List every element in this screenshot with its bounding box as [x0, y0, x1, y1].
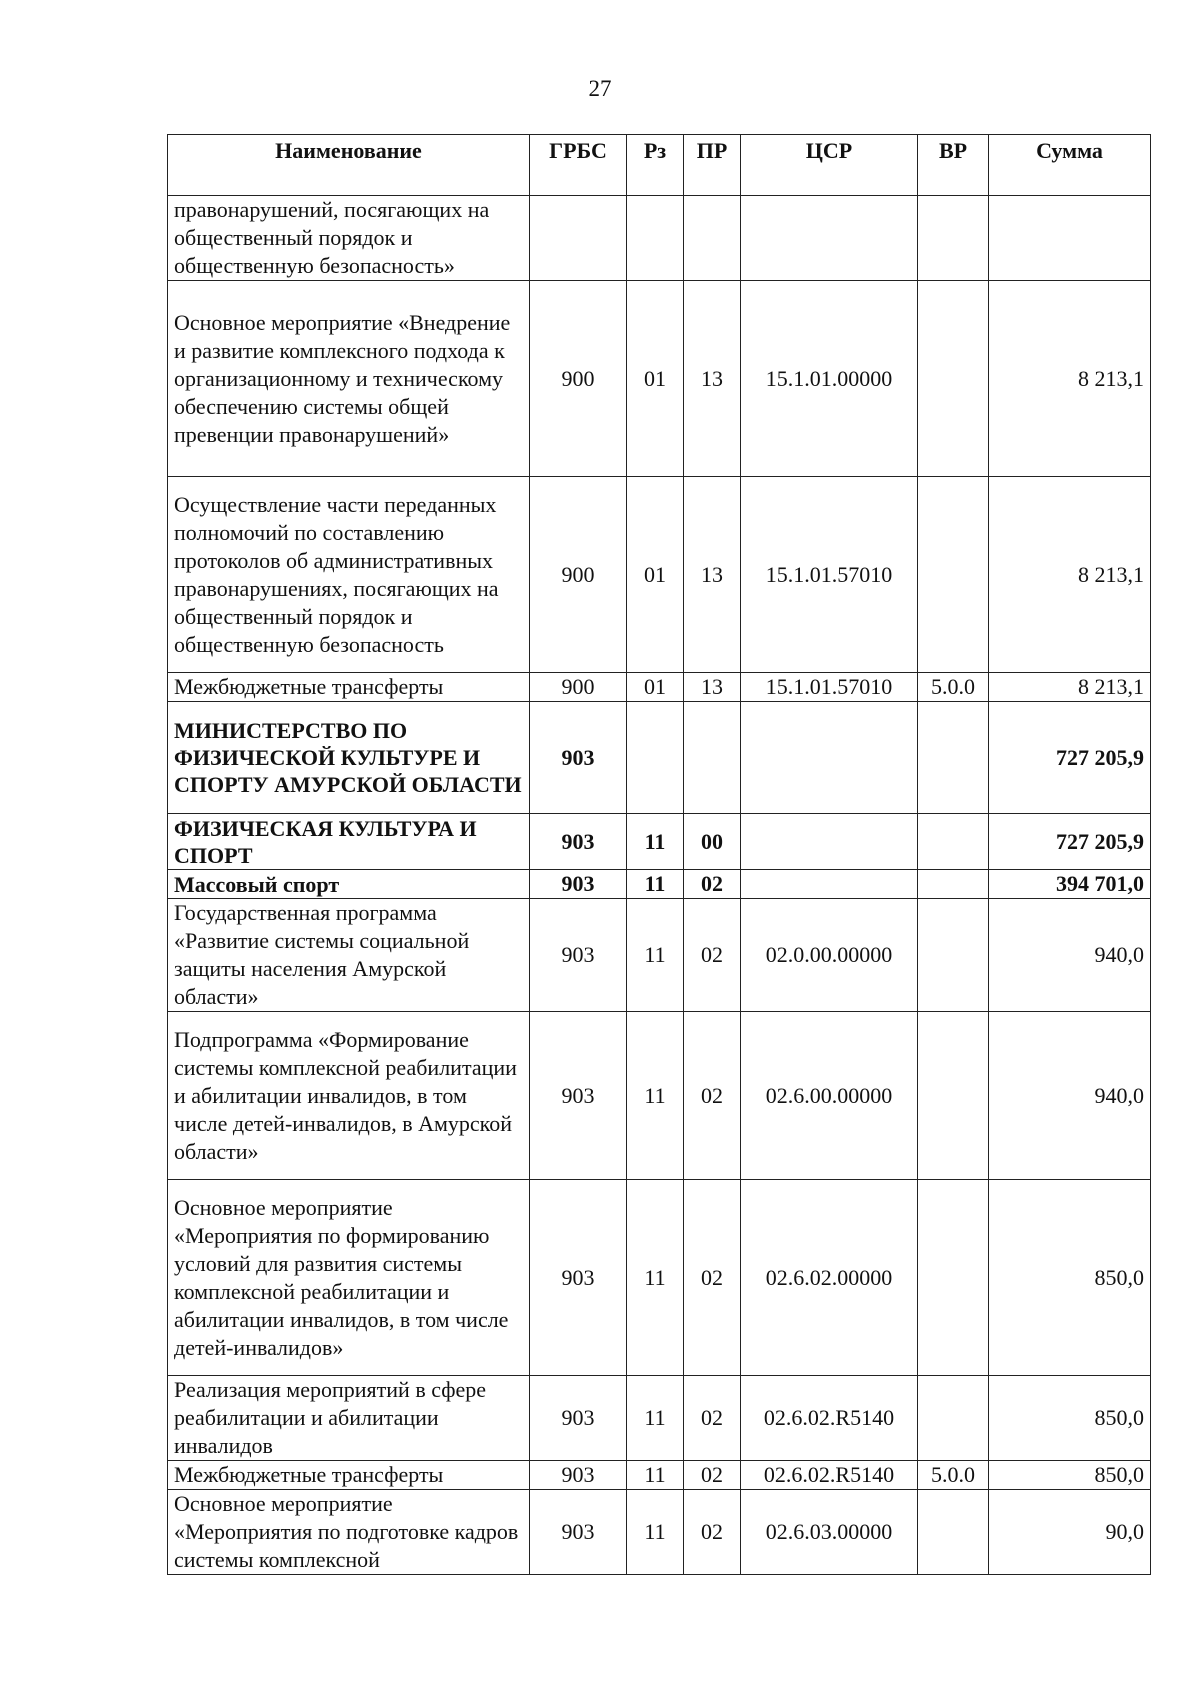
- cell-name: Межбюджетные трансферты: [168, 1461, 530, 1490]
- cell-vr: 5.0.0: [918, 673, 989, 702]
- cell-vr: [918, 702, 989, 814]
- cell-sum: 8 213,1: [989, 673, 1151, 702]
- table-row: [168, 1490, 1151, 1575]
- cell-vr: [918, 1012, 989, 1180]
- page-number: 27: [588, 76, 612, 101]
- cell-rz: 11: [627, 814, 684, 870]
- cell-sum: 727 205,9: [989, 702, 1151, 814]
- cell-name: Основное мероприятие «Внедрение и развитие комплексного подхода к организационному и техническому обеспечению системы общей превенции правонарушений»: [168, 281, 530, 477]
- cell-pr: 02: [684, 1461, 741, 1490]
- cell-rz: 11: [627, 1012, 684, 1180]
- cell-sum: 8 213,1: [989, 281, 1151, 477]
- cell-vr: [918, 196, 989, 281]
- cell-name: ФИЗИЧЕСКАЯ КУЛЬТУРА И СПОРТ: [168, 814, 530, 870]
- cell-grbs: 900: [530, 281, 627, 477]
- cell-grbs: 903: [530, 1180, 627, 1376]
- cell-pr: 13: [684, 477, 741, 673]
- cell-rz: 11: [627, 1490, 684, 1575]
- header-pr: ПР: [684, 135, 741, 196]
- cell-vr: [918, 1490, 989, 1575]
- table-row: [168, 814, 1151, 870]
- cell-vr: [918, 1180, 989, 1376]
- table-row: [168, 1461, 1151, 1490]
- cell-rz: [627, 702, 684, 814]
- cell-vr: 5.0.0: [918, 1461, 989, 1490]
- cell-grbs: 903: [530, 1376, 627, 1461]
- cell-sum: 940,0: [989, 1012, 1151, 1180]
- cell-rz: 01: [627, 673, 684, 702]
- cell-csr: 02.6.02.R5140: [741, 1461, 918, 1490]
- table-row: [168, 870, 1151, 899]
- cell-sum: 850,0: [989, 1376, 1151, 1461]
- cell-grbs: 903: [530, 899, 627, 1012]
- header-name: Наименование: [168, 135, 530, 196]
- cell-csr: 02.6.02.R5140: [741, 1376, 918, 1461]
- cell-pr: 02: [684, 1180, 741, 1376]
- cell-vr: [918, 1376, 989, 1461]
- header-grbs: ГРБС: [530, 135, 627, 196]
- cell-name: Осуществление части переданных полномочий по составлению протоколов об административных правонарушениях, посягающих на общественный порядок и общественную безопасность: [168, 477, 530, 673]
- cell-csr: 02.0.00.00000: [741, 899, 918, 1012]
- cell-csr: 02.6.02.00000: [741, 1180, 918, 1376]
- cell-rz: 11: [627, 899, 684, 1012]
- cell-grbs: 903: [530, 870, 627, 899]
- cell-csr: [741, 870, 918, 899]
- cell-rz: 11: [627, 1461, 684, 1490]
- table-row: [168, 899, 1151, 1012]
- cell-name: Подпрограмма «Формирование системы комплексной реабилитации и абилитации инвалидов, в том числе детей-инвалидов, в Амурской области»: [168, 1012, 530, 1180]
- cell-sum: 850,0: [989, 1180, 1151, 1376]
- cell-csr: [741, 702, 918, 814]
- cell-grbs: 903: [530, 1490, 627, 1575]
- cell-grbs: 903: [530, 1012, 627, 1180]
- cell-sum: 394 701,0: [989, 870, 1151, 899]
- table-row: [168, 702, 1151, 814]
- cell-grbs: 903: [530, 702, 627, 814]
- cell-grbs: 903: [530, 814, 627, 870]
- cell-rz: 11: [627, 1376, 684, 1461]
- cell-pr: 02: [684, 870, 741, 899]
- cell-pr: [684, 702, 741, 814]
- budget-table: [167, 134, 1151, 1575]
- cell-name: Межбюджетные трансферты: [168, 673, 530, 702]
- table-row: [168, 1012, 1151, 1180]
- cell-sum: 940,0: [989, 899, 1151, 1012]
- cell-rz: 11: [627, 870, 684, 899]
- cell-grbs: 900: [530, 673, 627, 702]
- cell-grbs: [530, 196, 627, 281]
- header-rz: Рз: [627, 135, 684, 196]
- header-csr: ЦСР: [741, 135, 918, 196]
- cell-pr: 02: [684, 1490, 741, 1575]
- cell-grbs: 903: [530, 1461, 627, 1490]
- header-vr: ВР: [918, 135, 989, 196]
- cell-name: Основное мероприятие «Мероприятия по подготовке кадров системы комплексной: [168, 1490, 530, 1575]
- cell-csr: 15.1.01.57010: [741, 477, 918, 673]
- cell-sum: 850,0: [989, 1461, 1151, 1490]
- cell-pr: 00: [684, 814, 741, 870]
- cell-pr: 13: [684, 673, 741, 702]
- cell-csr: 15.1.01.57010: [741, 673, 918, 702]
- table-row: [168, 477, 1151, 673]
- cell-csr: 15.1.01.00000: [741, 281, 918, 477]
- cell-csr: [741, 814, 918, 870]
- header-sum: Сумма: [989, 135, 1151, 196]
- cell-rz: 01: [627, 477, 684, 673]
- cell-sum: 727 205,9: [989, 814, 1151, 870]
- table-row: [168, 1376, 1151, 1461]
- table-row: [168, 281, 1151, 477]
- cell-sum: [989, 196, 1151, 281]
- cell-name: правонарушений, посягающих на общественный порядок и общественную безопасность»: [168, 196, 530, 281]
- cell-name: Реализация мероприятий в сфере реабилитации и абилитации инвалидов: [168, 1376, 530, 1461]
- cell-vr: [918, 899, 989, 1012]
- cell-name: Основное мероприятие «Мероприятия по формированию условий для развития системы комплексной реабилитации и абилитации инвалидов, в том числе детей-инвалидов»: [168, 1180, 530, 1376]
- cell-pr: [684, 196, 741, 281]
- cell-csr: [741, 196, 918, 281]
- cell-sum: 90,0: [989, 1490, 1151, 1575]
- cell-name: Государственная программа «Развитие системы социальной защиты населения Амурской области»: [168, 899, 530, 1012]
- cell-pr: 13: [684, 281, 741, 477]
- cell-vr: [918, 870, 989, 899]
- cell-pr: 02: [684, 899, 741, 1012]
- table-row: [168, 1180, 1151, 1376]
- cell-pr: 02: [684, 1376, 741, 1461]
- cell-sum: 8 213,1: [989, 477, 1151, 673]
- cell-grbs: 900: [530, 477, 627, 673]
- cell-name: МИНИСТЕРСТВО ПО ФИЗИЧЕСКОЙ КУЛЬТУРЕ И СПОРТУ АМУРСКОЙ ОБЛАСТИ: [168, 702, 530, 814]
- cell-rz: 01: [627, 281, 684, 477]
- table-row: [168, 196, 1151, 281]
- cell-csr: 02.6.00.00000: [741, 1012, 918, 1180]
- cell-vr: [918, 477, 989, 673]
- cell-vr: [918, 814, 989, 870]
- table-header-row: [168, 135, 1151, 196]
- cell-rz: [627, 196, 684, 281]
- table-row: [168, 673, 1151, 702]
- cell-name: Массовый спорт: [168, 870, 530, 899]
- cell-csr: 02.6.03.00000: [741, 1490, 918, 1575]
- cell-pr: 02: [684, 1012, 741, 1180]
- cell-vr: [918, 281, 989, 477]
- cell-rz: 11: [627, 1180, 684, 1376]
